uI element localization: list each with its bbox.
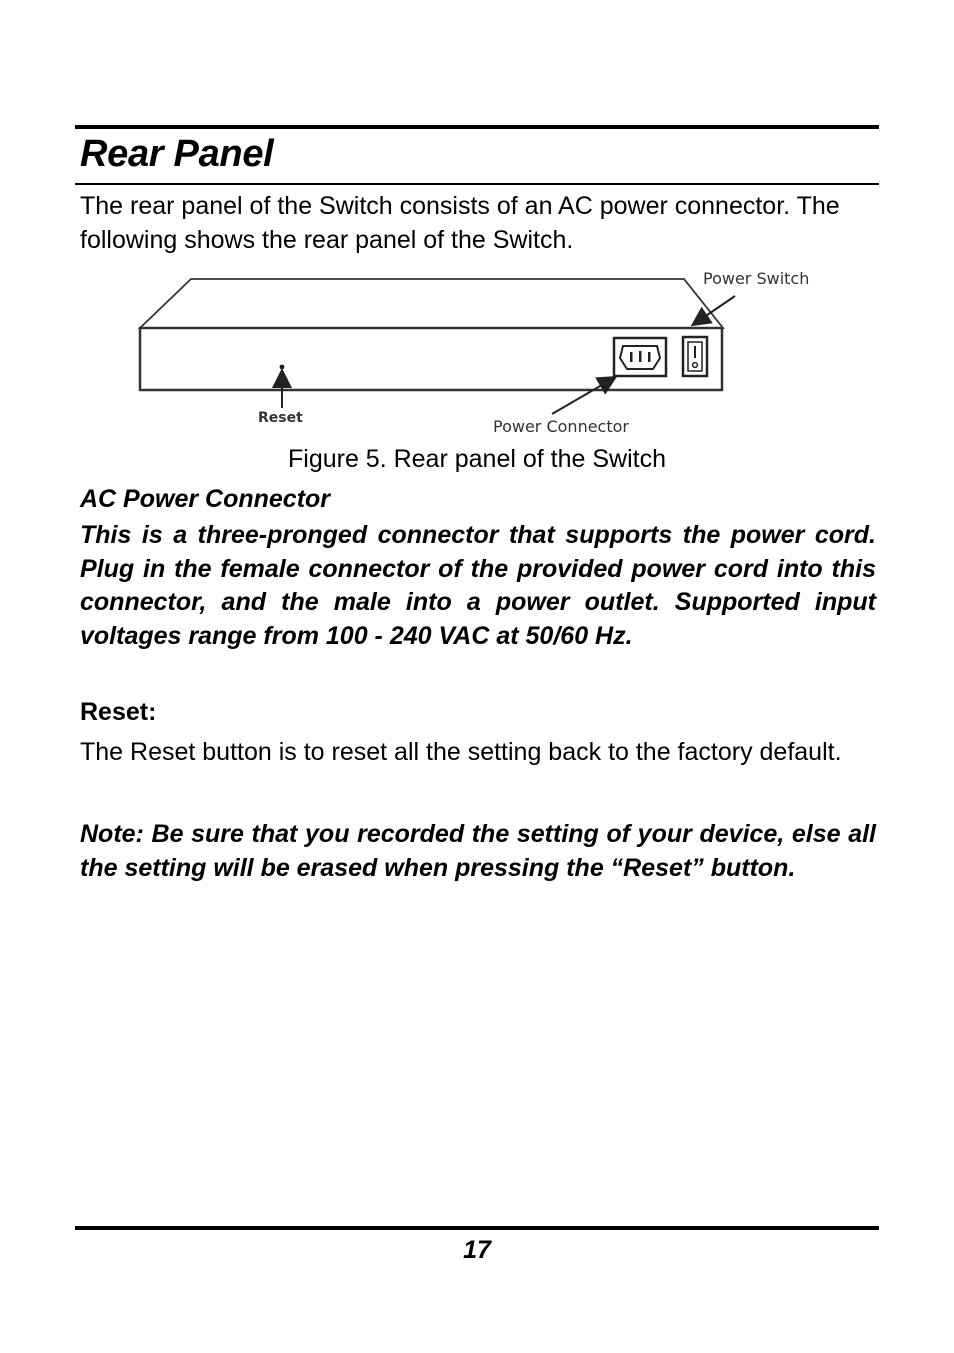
switch-top-surface	[140, 279, 723, 328]
rear-panel-illustration	[130, 262, 830, 442]
note-paragraph: Note: Be sure that you recorded the setting of your device, else all the setting will be erased when pressing the “Reset” button.	[80, 820, 876, 882]
ac-power-body: This is a three-pronged connector that supports the power cord. Plug in the female connector of the provided power cord into this connector, and the male into a power outlet. Supported input voltages range from 100 - 240 VAC at 50/60 Hz.	[80, 521, 876, 650]
reset-heading: Reset:	[80, 698, 157, 726]
intro-paragraph: The rear panel of the Switch consists of an AC power connector. The following shows the rear panel of the Switch.	[80, 192, 840, 254]
rear-panel-figure	[130, 262, 830, 442]
bottom-rule	[75, 1226, 879, 1230]
page-title: Rear Panel	[80, 133, 274, 175]
ac-power-heading: AC Power Connector	[80, 485, 331, 513]
power-switch-label: Power Switch	[703, 269, 810, 288]
reset-body: The Reset button is to reset all the setting back to the factory default.	[80, 738, 842, 766]
top-rule	[75, 125, 879, 129]
power-connector-label: Power Connector	[493, 417, 629, 436]
power-switch-toggle	[683, 337, 707, 376]
figure-caption: Figure 5. Rear panel of the Switch	[288, 445, 666, 473]
reset-label: Reset	[258, 410, 303, 426]
page-number: 17	[463, 1236, 491, 1264]
power-connector-socket	[614, 338, 666, 376]
reset-pinhole	[280, 365, 285, 370]
title-underline	[75, 183, 879, 185]
